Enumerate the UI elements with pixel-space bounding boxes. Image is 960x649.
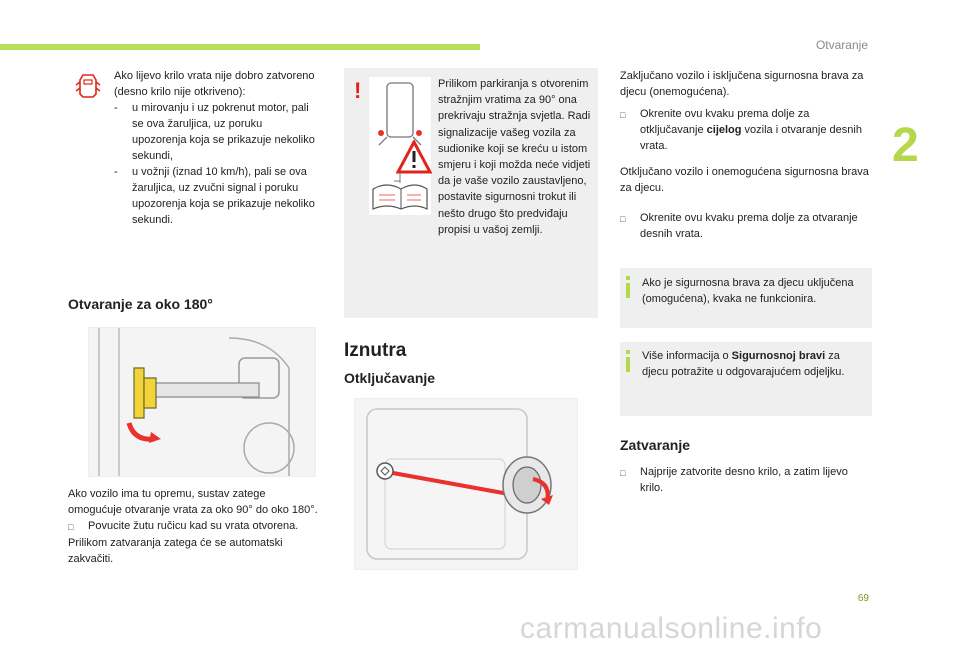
unlock-bullet-1: □ Okrenite ovu kvaku prema dolje za otključavanje cijelog vozila i otvaranje desnih vrata.: [620, 108, 862, 152]
closing-bullet: □ Najprije zatvorite desno krilo, a zatim lijevo krilo.: [620, 466, 848, 494]
parking-warning-text: Prilikom parkiranja s otvorenim stražnjim vratima za 90° ona prekrivaju stražnja svjetla. Radi signalizacije vašeg vozila za sudionike koji se kreću u istom smjeru i koji možda neće vidjeti da je vaše vozilo zaustavljeno, postavite sigurnosni trokut ili nešto drugo što predviđaju propisi u vašoj zemlji.: [438, 78, 591, 236]
door-strap-illustration: [88, 327, 316, 477]
section-title-closing: Zatvaranje: [620, 437, 691, 453]
warning-mark-icon: !: [354, 78, 362, 103]
section-label: Otvaranje: [815, 38, 868, 52]
info-icon: [624, 276, 632, 303]
parking-warning-box: [344, 68, 598, 318]
watermark: carmanualsonline.info: [520, 612, 823, 645]
info-box-child-lock: [620, 268, 872, 328]
door-warning-icon: [74, 72, 102, 100]
info-text-child-lock: Ako je sigurnosna brava za djecu uključena (omogućena), kvaka ne funkcionira.: [642, 277, 854, 305]
door-handle-illustration: [354, 398, 578, 570]
unlock-para-2: Otključano vozilo i onemogućena sigurnosna brava za djecu.: [620, 166, 869, 194]
door-warning-item: - u mirovanju i uz pokrenut motor, pali se ova žaruljica, uz poruku upozorenja koja se prikazuje nekoliko sekundi,: [114, 102, 315, 162]
info-box-more: [620, 342, 872, 416]
door-warning-intro: Ako lijevo krilo vrata nije dobro zatvoreno (desno krilo nije otkriveno):: [114, 70, 315, 98]
section-title-180: Otvaranje za oko 180°: [68, 296, 213, 312]
page-number: 69: [857, 593, 869, 604]
section-180-bullet: □ Povucite žutu ručicu kad su vrata otvorena.: [68, 520, 299, 532]
info-text-more: Više informacija o Sigurnosnoj bravi za djecu potražite u odgovarajućem odjeljku.: [642, 350, 845, 378]
header-accent-bar: [0, 44, 480, 50]
section-180-text: [68, 486, 322, 567]
section-title-inside: Iznutra: [344, 340, 407, 361]
unlock-instructions: [620, 68, 872, 242]
unlock-bullet-2: □ Okrenite ovu kvaku prema dolje za otvaranje desnih vrata.: [620, 212, 858, 240]
unlock-para-1: Zaključano vozilo i isključena sigurnosna brava za djecu (onemogućena).: [620, 70, 864, 98]
section-180-para2: Prilikom zatvaranja zatega će se automatski zakvačiti.: [68, 537, 283, 565]
section-180-para: Ako vozilo ima tu opremu, sustav zatege omogućuje otvaranje vrata za oko 90° do oko 180°.: [68, 488, 318, 516]
door-warning-item: - u vožnji (iznad 10 km/h), pali se ova žaruljica, uz zvučni signal i poruku upozorenja koja se prikazuje nekoliko sekundi.: [114, 166, 315, 226]
door-warning-block: [114, 68, 319, 228]
section-subtitle-unlock: Otključavanje: [344, 370, 436, 386]
warning-triangle-icon: [396, 140, 432, 174]
chapter-number: 2: [892, 119, 919, 172]
info-icon: [624, 350, 632, 377]
